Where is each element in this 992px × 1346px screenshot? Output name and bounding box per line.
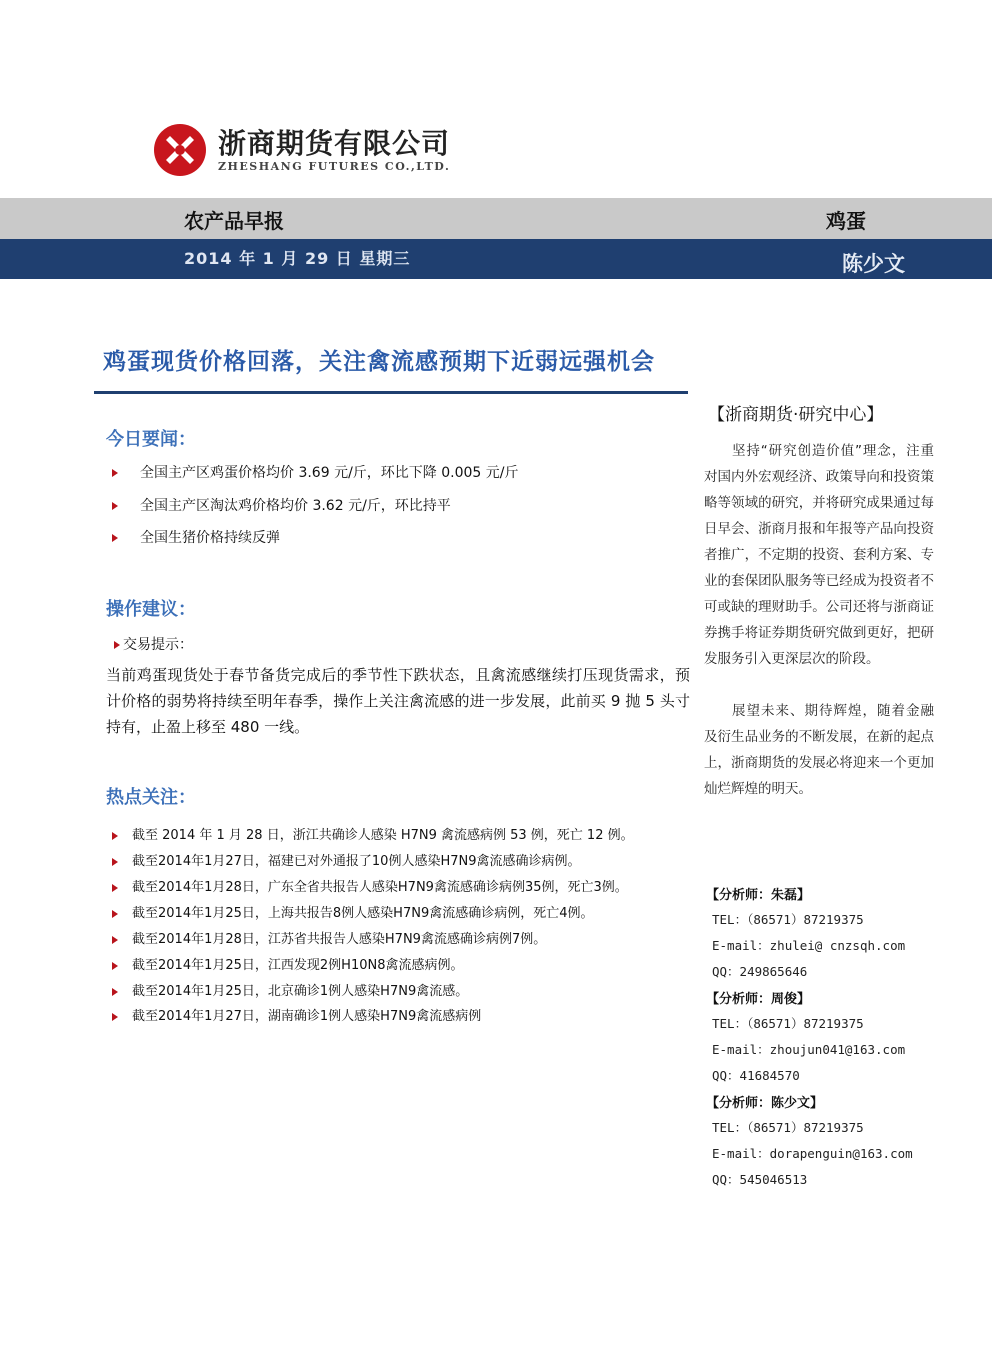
- arrow-bullet-icon: [112, 534, 118, 542]
- analyst-1-email[interactable]: E-mail：zhulei@ cnzsqh.com: [712, 938, 906, 953]
- list-item: 截至2014年1月25日，江西发现2例H10N8禽流感病例。: [112, 954, 463, 973]
- arrow-bullet-icon: [114, 641, 120, 649]
- arrow-bullet-icon: [112, 910, 118, 918]
- analyst-1-head: 【分析师：朱磊】: [706, 888, 811, 903]
- list-item: 全国主产区淘汰鸡价格均价 3.62 元/斤，环比持平: [112, 495, 451, 515]
- trade-tip-label: 交易提示：: [114, 634, 193, 654]
- list-item: 全国生猪价格持续反弹: [112, 527, 280, 547]
- analyst-2-tel: TEL：（86571）87219375: [712, 1016, 864, 1031]
- advice-paragraph: 当前鸡蛋现货处于春节备货完成后的季节性下跌状态，且禽流感继续打压现货需求，预计价格的弱势将持续至明年春季，操作上关注禽流感的进一步发展，此前买 9 抛 5 头寸持有，止盈上移至 480 一线。: [106, 666, 690, 736]
- hot-heading: 热点关注：: [106, 787, 196, 808]
- analyst-1-qq: QQ：249865646: [712, 964, 808, 979]
- analyst-2-qq: QQ：41684570: [712, 1068, 800, 1083]
- arrow-bullet-icon: [112, 858, 118, 866]
- analyst-1-tel: TEL：（86571）87219375: [712, 912, 864, 927]
- news-heading: 今日要闻：: [106, 429, 196, 450]
- analyst-3-qq: QQ：545046513: [712, 1172, 808, 1187]
- company-name-en: ZHESHANG FUTURES CO.,LTD.: [218, 160, 451, 173]
- arrow-bullet-icon: [112, 469, 118, 477]
- company-name-cn: 浙商期货有限公司: [218, 127, 451, 160]
- list-item: 截至2014年1月27日，福建已对外通报了10例人感染H7N9禽流感确诊病例。: [112, 850, 580, 869]
- title-divider: [94, 391, 688, 394]
- research-outlook-paragraph: 展望未来、期待辉煌，随着金融及衍生品业务的不断发展，在新的起点上，浙商期货的发展必将迎来一个更加灿烂辉煌的明天。: [704, 703, 934, 797]
- list-item: 全国主产区鸡蛋价格均价 3.69 元/斤，环比下降 0.005 元/斤: [112, 462, 518, 482]
- analyst-3-email[interactable]: E-mail：dorapenguin@163.com: [712, 1146, 913, 1161]
- list-item: 截至2014年1月27日，湖南确诊1例人感染H7N9禽流感病例: [112, 1005, 481, 1024]
- research-intro-paragraph: 坚持“研究创造价值”理念，注重对国内外宏观经济、政策导向和投资策略等领域的研究，并将研究成果通过每日早会、浙商月报和年报等产品向投资者推广，不定期的投资、套利方案、专业的套保团队服务等已经成为投资者不可或缺的理财助手。公司还将与浙商证券携手将证券期货研究做到更好，把研发服务引入更深层次的阶段。: [704, 443, 934, 667]
- author-name: 陈少文: [842, 252, 905, 276]
- list-item: 截至2014年1月25日，上海共报告8例人感染H7N9禽流感确诊病例，死亡4例。: [112, 902, 593, 921]
- commodity-label: 鸡蛋: [826, 209, 866, 233]
- list-item: 截至2014年1月28日，江苏省共报告人感染H7N9禽流感确诊病例7例。: [112, 928, 546, 947]
- company-logo-icon: [152, 122, 208, 178]
- report-type: 农产品早报: [184, 209, 284, 233]
- arrow-bullet-icon: [112, 962, 118, 970]
- arrow-bullet-icon: [112, 936, 118, 944]
- analyst-2-head: 【分析师：周俊】: [706, 992, 811, 1007]
- arrow-bullet-icon: [112, 832, 118, 840]
- arrow-bullet-icon: [112, 502, 118, 510]
- list-item: 截至 2014 年 1 月 28 日，浙江共确诊人感染 H7N9 禽流感病例 53 例，死亡 12 例。: [112, 824, 634, 843]
- arrow-bullet-icon: [112, 1013, 118, 1021]
- analyst-2-email[interactable]: E-mail：zhoujun041@163.com: [712, 1042, 906, 1057]
- analyst-3-head: 【分析师：陈少文】: [706, 1096, 824, 1111]
- arrow-bullet-icon: [112, 884, 118, 892]
- arrow-bullet-icon: [112, 988, 118, 996]
- analyst-3-tel: TEL：（86571）87219375: [712, 1120, 864, 1135]
- report-date: 2014 年 1 月 29 日 星期三: [184, 249, 411, 268]
- advice-heading: 操作建议：: [106, 599, 196, 620]
- page-title: 鸡蛋现货价格回落，关注禽流感预期下近弱远强机会: [103, 349, 655, 375]
- research-center-title: 【浙商期货·研究中心】: [708, 405, 884, 425]
- list-item: 截至2014年1月25日，北京确诊1例人感染H7N9禽流感。: [112, 980, 468, 999]
- list-item: 截至2014年1月28日，广东全省共报告人感染H7N9禽流感确诊病例35例，死亡3例。: [112, 876, 628, 895]
